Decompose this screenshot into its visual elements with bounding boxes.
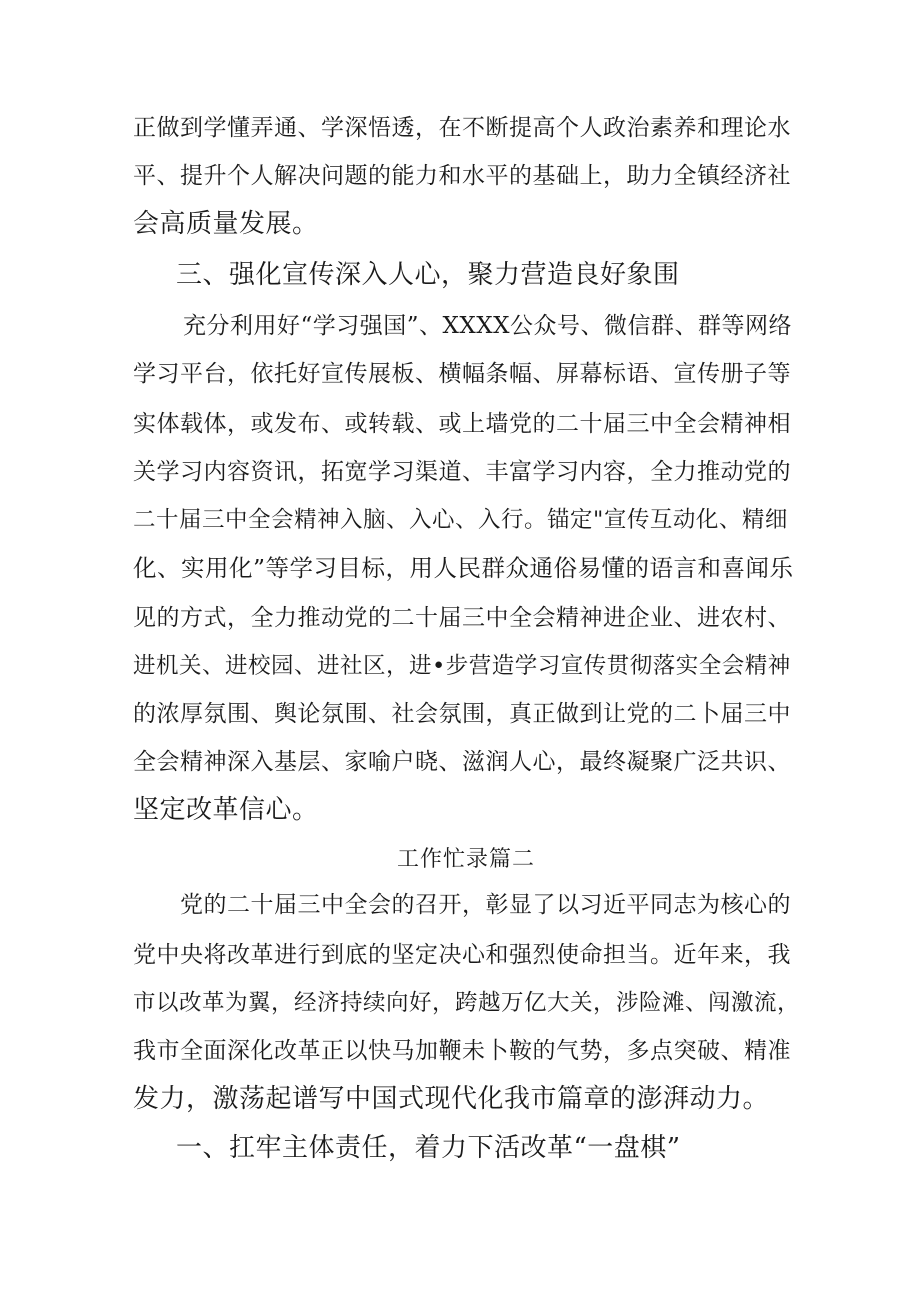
text-line: 我市全面深化改革正以快马加鞭未卜鞍的气势，多点突破、精准 [133,1038,791,1064]
text-line: 进机关、进校园、进社区，进•步营造学习宣传贯彻落实全会精神 [133,653,791,679]
text-line: 关学习内容资讯，拓宽学习渠道、丰富学习内容，全力推动党的 [133,459,791,485]
text-line: 见的方式，全力推动党的二十届三中全会精神进企业、进农村、 [133,605,791,631]
text-line: 坚定改革信心。 [133,795,319,825]
text-line: 全会精神深入基层、家喻户晓、滋润人心，最终凝聚广泛共识、 [133,749,791,775]
text-line: 二十届三中全会精神入脑、入心、入行。锚定"宣传互动化、精细 [133,507,788,533]
text-line: 学习平台，依托好宣传展板、横幅条幅、屏幕标语、宣传册子等 [133,361,791,387]
section-heading: 一、扛牢主体责任，着力下活改革“一盘棋” [176,1133,681,1163]
section-heading: 三、强化宣传深入人心，聚力营造良好象围 [176,260,680,290]
text-line: 党的二十届三中全会的召开，彰显了以习近平同志为核心的 [180,892,791,918]
chapter-title: 工作忙录篇二 [397,847,536,872]
text-line: 党中央将改革进行到底的坚定决心和强烈使命担当。近年来，我 [133,942,791,968]
text-line: 平、提升个人解决问题的能力和水平的基础上，助力全镇经济社 [133,163,791,189]
text-line: 会高质量发展。 [133,209,319,239]
text-line: 市以改革为翼，经济持续向好，跨越万亿大关，涉险滩、闯激流， [133,990,801,1016]
text-line: 实体载体，或发布、或转载、或上墙党的二十届三中全会精神相 [133,411,791,437]
text-line: 充分利用好“学习强国”、XXXX公众号、微信群、群等网络 [183,313,793,339]
text-line: 正做到学懂弄通、学深悟透，在不断提高个人政治素养和理论水 [133,115,791,141]
text-line: 发力，激荡起谱写中国式现代化我市篇章的澎湃动力。 [133,1084,770,1114]
text-line: 化、实用化”等学习目标，用人民群众通俗易懂的语言和喜闻乐 [133,554,794,582]
text-line: 的浓厚氛围、舆论氛围、社会氛围，真正做到让党的二卜届三中 [133,701,791,727]
